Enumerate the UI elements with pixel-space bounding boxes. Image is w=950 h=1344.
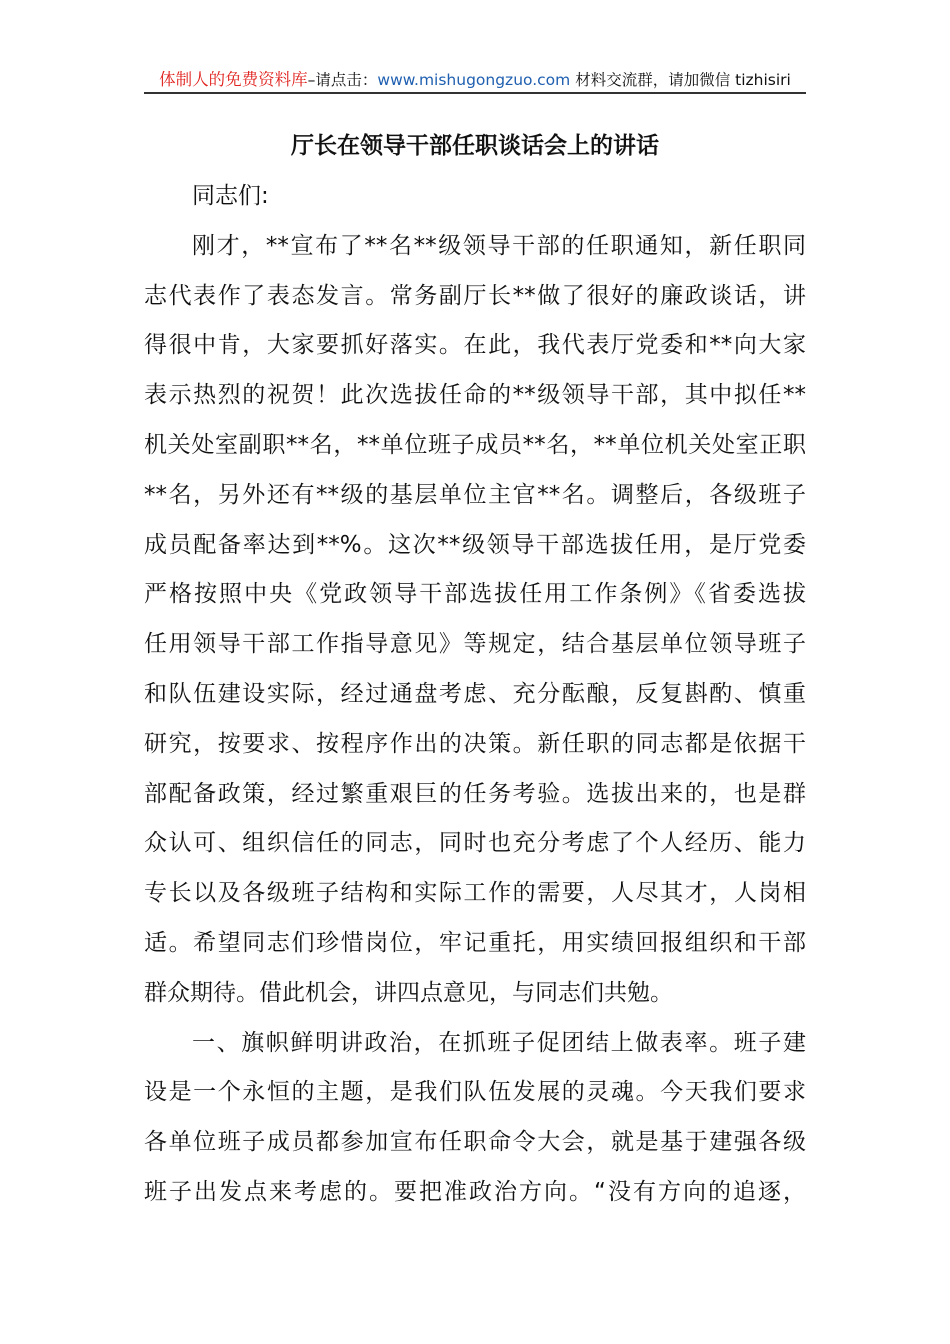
text-line: 专长以及各级班子结构和实际工作的需要，人尽其才，人岗相 [144, 880, 806, 907]
text-line: 任用领导干部工作指导意见》等规定，结合基层单位领导班子 [144, 631, 806, 658]
text-line: 众认可、组织信任的同志，同时也充分考虑了个人经历、能力 [144, 830, 806, 857]
page-header [144, 68, 806, 92]
text-line: 各单位班子成员都参加宣布任职命令大会，就是基于建强各级 [144, 1129, 806, 1156]
text-line: 表示热烈的祝贺！此次选拔任命的**级领导干部，其中拟任** [144, 382, 806, 409]
header-prompt: –请点击： [307, 71, 378, 89]
document-title: 厅长在领导干部任职谈话会上的讲话 [291, 133, 659, 159]
text-line: 成员配备率达到**%。这次**级领导干部选拔任用，是厅党委 [144, 531, 806, 558]
text-line: 机关处室副职**名，**单位班子成员**名，**单位机关处室正职 [144, 431, 806, 458]
text-line: 群众期待。借此机会，讲四点意见，与同志们共勉。 [144, 979, 673, 1006]
header-divider [144, 92, 806, 94]
text-line: **名，另外还有**级的基层单位主官**名。调整后，各级班子 [144, 481, 806, 508]
text-line: 志代表作了表态发言。常务副厅长**做了很好的廉政谈话，讲 [144, 282, 806, 309]
text-line: 适。希望同志们珍惜岗位，牢记重托，用实绩回报组织和干部 [144, 929, 806, 956]
text-line: 得很中肯，大家要抓好落实。在此，我代表厅党委和**向大家 [144, 332, 806, 359]
text-line: 研究，按要求、按程序作出的决策。新任职的同志都是依据干 [144, 730, 806, 757]
header-brand: 体制人的免费资料库 [159, 70, 308, 89]
text-line: 部配备政策，经过繁重艰巨的任务考验。选拔出来的，也是群 [144, 780, 806, 807]
text-line: 和队伍建设实际，经过通盘考虑、充分酝酿，反复斟酌、慎重 [144, 680, 806, 707]
header-note: 材料交流群，请加微信 tizhisiri [575, 71, 791, 89]
text-line: 同志们: [192, 183, 269, 209]
document-body [144, 172, 806, 1218]
text-line: 刚才，**宣布了**名**级领导干部的任职通知，新任职同 [192, 232, 806, 259]
text-line: 班子出发点来考虑的。要把准政治方向。“没有方向的追逐， [144, 1178, 806, 1205]
text-line: 一、旗帜鲜明讲政治，在抓班子促团结上做表率。班子建 [192, 1029, 806, 1056]
header-url-link[interactable]: www.mishugongzuo.com [377, 71, 571, 89]
text-line: 严格按照中央《党政领导干部选拔任用工作条例》《省委选拔 [144, 581, 806, 608]
text-line: 设是一个永恒的主题，是我们队伍发展的灵魂。今天我们要求 [144, 1079, 806, 1106]
